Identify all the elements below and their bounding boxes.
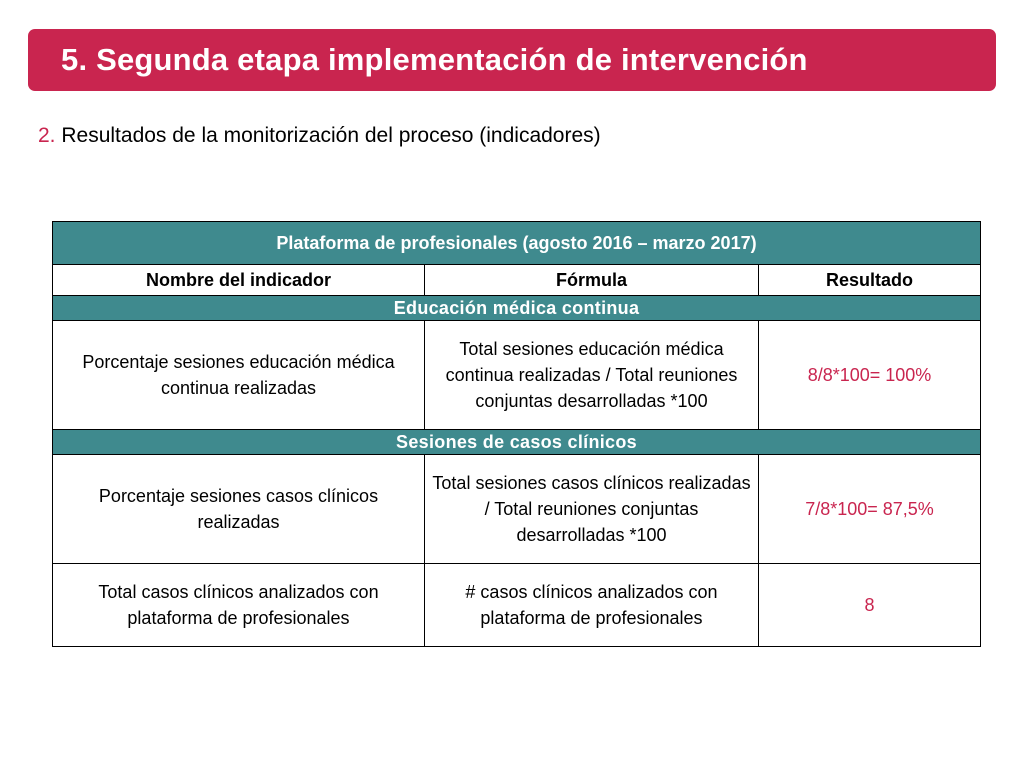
table-row	[53, 564, 981, 647]
indicator-cell: Total casos clínicos analizados con plataforma de profesionales	[53, 564, 425, 647]
result-cell: 8	[759, 564, 981, 647]
table-row	[53, 321, 981, 430]
column-header-formula: Fórmula	[425, 265, 759, 296]
subtitle-number: 2.	[38, 124, 56, 147]
table-caption: Plataforma de profesionales (agosto 2016 – marzo 2017)	[53, 222, 981, 265]
indicator-cell: Porcentaje sesiones educación médica continua realizadas	[53, 321, 425, 430]
result-cell: 8/8*100= 100%	[759, 321, 981, 430]
column-header-result: Resultado	[759, 265, 981, 296]
result-cell: 7/8*100= 87,5%	[759, 455, 981, 564]
slide-title: 5. Segunda etapa implementación de intervención	[61, 42, 808, 77]
title-bar	[28, 29, 996, 91]
subtitle	[38, 124, 601, 148]
formula-cell: Total sesiones educación médica continua realizadas / Total reuniones conjuntas desarrolladas *100	[425, 321, 759, 430]
section-title: Sesiones de casos clínicos	[53, 430, 981, 455]
table-row	[53, 455, 981, 564]
formula-cell: Total sesiones casos clínicos realizadas / Total reuniones conjuntas desarrolladas *100	[425, 455, 759, 564]
subtitle-text: Resultados de la monitorización del proceso (indicadores)	[61, 124, 601, 147]
column-header-indicator: Nombre del indicador	[53, 265, 425, 296]
indicators-table	[52, 221, 981, 647]
section-row	[53, 296, 981, 321]
section-title: Educación médica continua	[53, 296, 981, 321]
column-header-row	[53, 265, 981, 296]
formula-cell: # casos clínicos analizados con plataforma de profesionales	[425, 564, 759, 647]
section-row	[53, 430, 981, 455]
indicator-cell: Porcentaje sesiones casos clínicos realizadas	[53, 455, 425, 564]
table-caption-row	[53, 222, 981, 265]
